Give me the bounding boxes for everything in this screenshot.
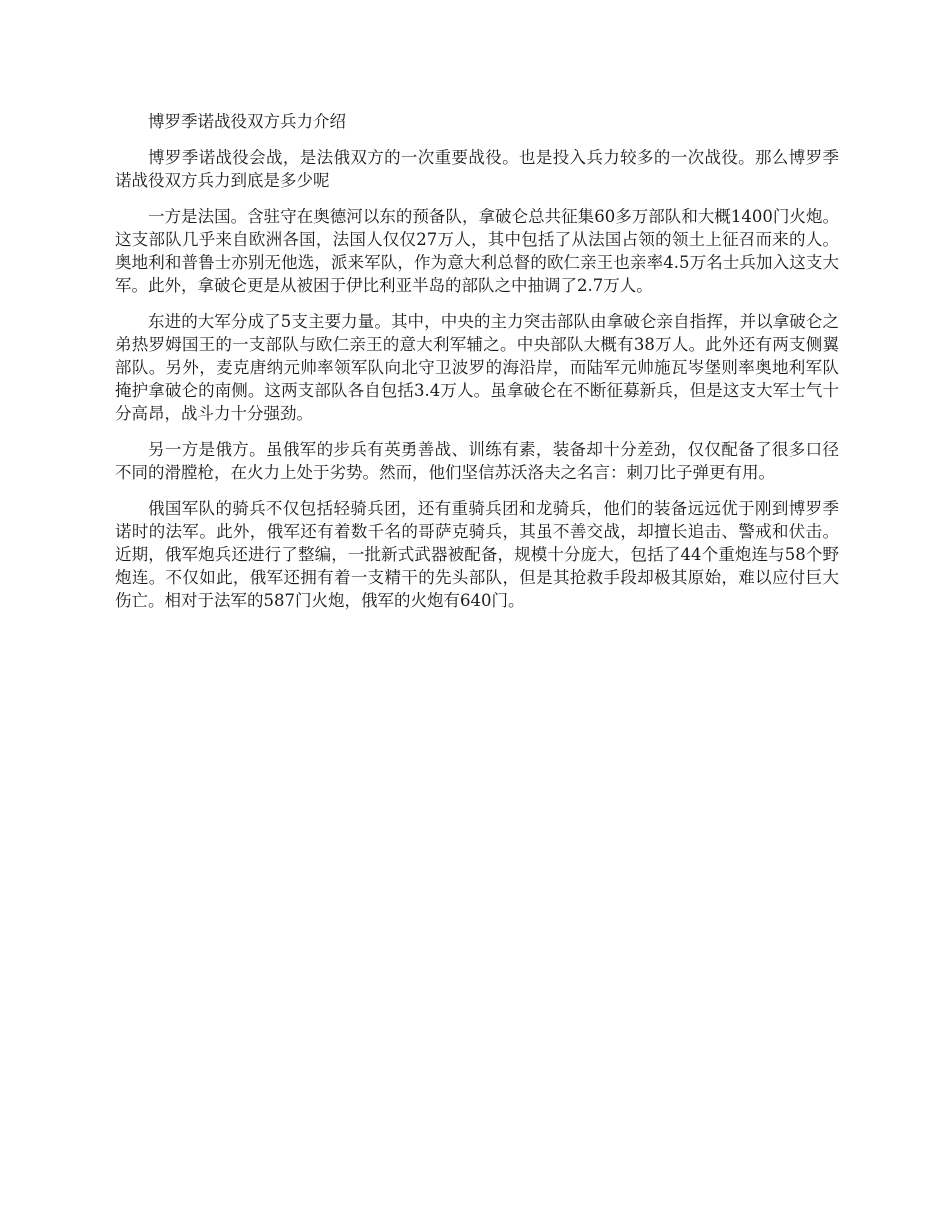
paragraph-french-army: 东进的大军分成了5支主要力量。其中，中央的主力突击部队由拿破仑亲自指挥，并以拿破仑之弟热罗姆国王的一支部队与欧仁亲王的意大利军辅之。中央部队大概有38万人。此外还有两支侧翼部队。另外，麦克唐纳元帅率领军队向北守卫波罗的海沿岸，而陆军元帅施瓦岑堡则率奥地利军队掩护拿破仑的南侧。这两支部队各自包括3.4万人。虽拿破仑在不断征募新兵，但是这支大军士气十分高昂，战斗力十分强劲。 [115,312,839,423]
document-title: 博罗季诺战役双方兵力介绍 [148,112,346,131]
paragraph-russian-army: 俄国军队的骑兵不仅包括轻骑兵团，还有重骑兵团和龙骑兵，他们的装备远远优于刚到博罗季诺时的法军。此外，俄军还有着数千名的哥萨克骑兵，其虽不善交战，却擅长追击、警戒和伏击。近期，俄军炮兵还进行了整编，一批新式武器被配备，规模十分庞大，包括了44个重炮连与58个野炮连。不仅如此，俄军还拥有着一支精干的先头部队，但是其抢救手段却极其原始，难以应付巨大伤亡。相对于法军的587门火炮，俄军的火炮有640门。 [115,499,839,610]
paragraph-intro: 博罗季诺战役会战，是法俄双方的一次重要战役。也是投入兵力较多的一次战役。那么博罗季诺战役双方兵力到底是多少呢 [115,148,839,190]
paragraph-france: 一方是法国。含驻守在奥德河以东的预备队，拿破仑总共征集60多万部队和大概1400门火炮。这支部队几乎来自欧洲各国，法国人仅仅27万人，其中包括了从法国占领的领土上征召而来的人。奥地利和普鲁士亦别无他选，派来军队，作为意大利总督的欧仁亲王也亲率4.5万名士兵加入这支大军。此外，拿破仑更是从被困于伊比利亚半岛的部队之中抽调了2.7万人。 [115,207,839,295]
paragraph-russia: 另一方是俄方。虽俄军的步兵有英勇善战、训练有素，装备却十分差劲，仅仅配备了很多口径不同的滑膛枪，在火力上处于劣势。然而，他们坚信苏沃洛夫之名言：刺刀比子弹更有用。 [115,440,839,482]
document-body [115,110,839,625]
